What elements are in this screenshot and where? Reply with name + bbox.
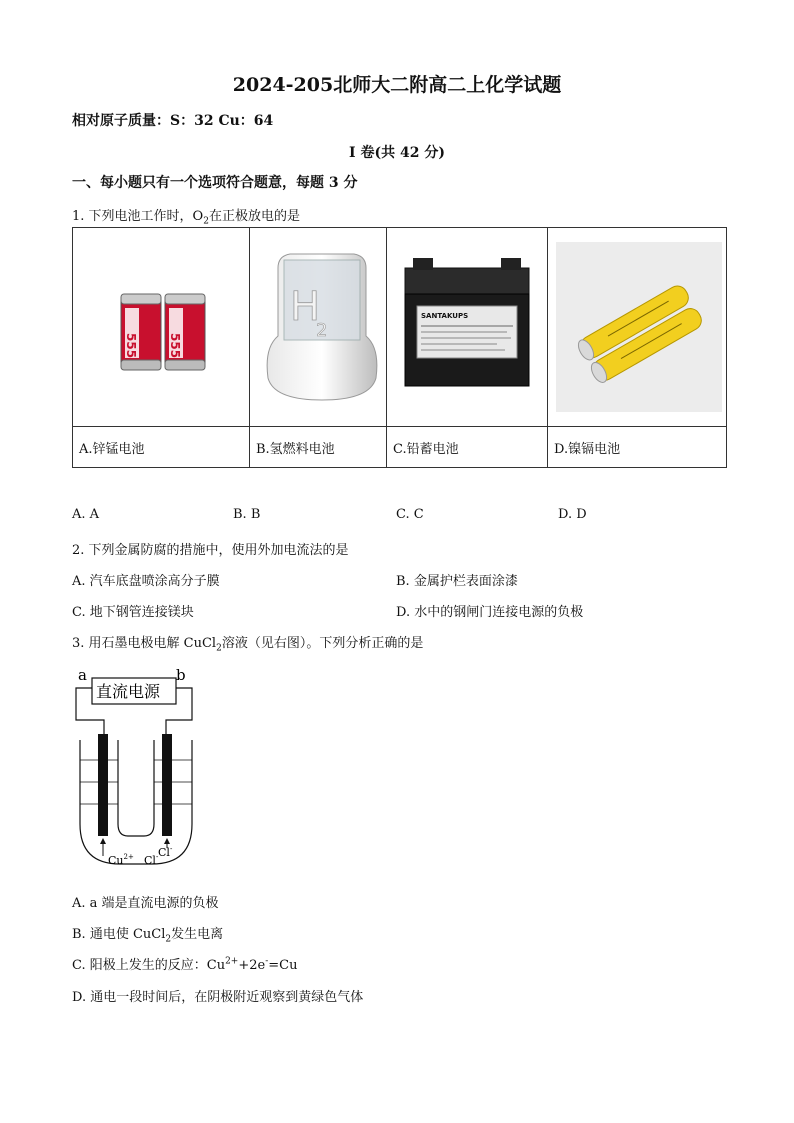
battery-label-a: A.锌锰电池	[73, 427, 250, 468]
section-heading: I 卷(共 42 分)	[349, 145, 445, 161]
q1-option-c[interactable]: C. C	[396, 507, 424, 522]
q3-option-c[interactable]: C. 阳极上发生的反应：$Cu^{2+}+2e^-=Cu$	[72, 956, 298, 973]
battery-cell-d	[548, 228, 727, 427]
q2-stem: 2. 下列金属防腐的措施中，使用外加电流法的是	[72, 543, 349, 558]
nickel-cadmium-battery-image	[548, 228, 726, 426]
ion-cl-label-2: Cl-	[158, 845, 173, 859]
zinc-manganese-battery-image	[73, 228, 249, 426]
q3-option-a[interactable]: A. a 端是直流电源的负极	[72, 896, 219, 911]
svg-text:555: 555	[168, 333, 182, 359]
lead-acid-battery-image	[387, 228, 547, 426]
battery-cell-c	[387, 228, 548, 427]
q1-option-b[interactable]: B. B	[233, 507, 261, 522]
svg-text:555: 555	[124, 333, 138, 359]
battery-label-b: B.氢燃料电池	[250, 427, 387, 468]
atomic-mass-line: 相对原子质量：S：32 Cu：64	[72, 113, 274, 129]
svg-text:2: 2	[316, 320, 328, 341]
ion-cu-label: $Cu^{2+}$	[108, 853, 134, 867]
q3-stem: 3. 用石墨电极电解 CuCl$_2$溶液（见右图）。下列分析正确的是	[72, 636, 424, 654]
terminal-a-label: a	[78, 666, 87, 684]
q1-option-d[interactable]: D. D	[558, 507, 587, 522]
q2-option-a[interactable]: A. 汽车底盘喷涂高分子膜	[72, 574, 220, 589]
ion-cl-label-1: Cl-	[144, 853, 159, 867]
svg-text:H: H	[290, 284, 321, 330]
q1-option-a[interactable]: A. A	[72, 507, 100, 522]
left-graphite-electrode	[98, 734, 108, 836]
battery-table	[72, 227, 727, 468]
terminal-b-label: b	[176, 666, 186, 684]
battery-cell-a	[73, 228, 250, 427]
q3-option-d[interactable]: D. 通电一段时间后，在阴极附近观察到黄绿色气体	[72, 990, 364, 1005]
right-graphite-electrode	[162, 734, 172, 836]
svg-text:SANTAKUPS: SANTAKUPS	[421, 312, 469, 320]
q2-option-c[interactable]: C. 地下钢管连接镁块	[72, 605, 194, 620]
page-title: 2024-205北师大二附高二上化学试题	[232, 74, 562, 96]
battery-label-c: C.铅蓄电池	[387, 427, 548, 468]
q2-option-b[interactable]: B. 金属护栏表面涂漆	[396, 574, 518, 589]
part-heading: 一、每小题只有一个选项符合题意，每题 3 分	[72, 175, 358, 191]
electrolysis-diagram	[70, 664, 210, 880]
battery-cell-b	[250, 228, 387, 427]
hydrogen-fuel-cell-image	[250, 228, 386, 426]
q1-stem: 1. 下列电池工作时，$O_2$在正极放电的是	[72, 209, 300, 227]
dc-power-label: 直流电源	[96, 682, 161, 701]
q3-option-b[interactable]: B. 通电使 CuCl$_2$发生电离	[72, 927, 224, 945]
q2-option-d[interactable]: D. 水中的钢闸门连接电源的负极	[396, 605, 584, 620]
battery-label-d: D.镍镉电池	[548, 427, 727, 468]
